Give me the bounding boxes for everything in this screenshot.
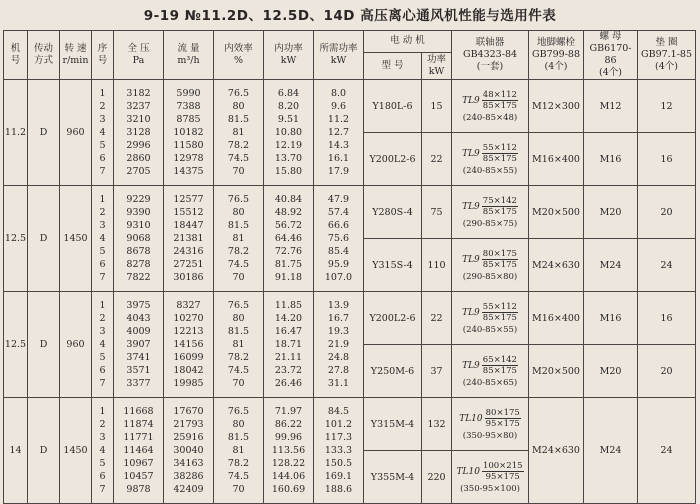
motor-power-cell: 22 bbox=[422, 292, 452, 345]
speed-cell: 1450 bbox=[60, 186, 92, 292]
coupling-fraction bbox=[482, 90, 518, 111]
coupling-fraction bbox=[482, 355, 518, 376]
required-power-cell: 13.9 16.7 19.3 21.9 24.8 27.8 31.1 bbox=[314, 292, 364, 398]
table-title: 9-19 №11.2D、12.5D、14D 高压离心通风机性能与选用件表 bbox=[143, 8, 557, 24]
table-row bbox=[4, 80, 696, 133]
fan-model-cell: 12.5 bbox=[4, 292, 28, 398]
coupling-fraction bbox=[482, 461, 524, 482]
coupling-bore-fan: 95×175 bbox=[485, 471, 520, 482]
speed-cell: 960 bbox=[60, 292, 92, 398]
header-motor-power: 功率 kW bbox=[422, 52, 452, 79]
table-row bbox=[4, 186, 696, 239]
coupling-model: TL9 bbox=[462, 254, 480, 265]
coupling-bore-motor: 55×112 bbox=[482, 142, 517, 153]
header-motor: 电 动 机 bbox=[364, 31, 452, 53]
anchor-bolt-cell: M20×500 bbox=[529, 345, 584, 398]
coupling-model: TL9 bbox=[462, 148, 480, 159]
performance-table bbox=[3, 30, 696, 504]
coupling-cell bbox=[452, 133, 529, 186]
washer-cell: 24 bbox=[638, 398, 696, 504]
table-body bbox=[4, 80, 696, 504]
drive-mode-cell: D bbox=[28, 80, 60, 186]
coupling-size: (240-85×48) bbox=[462, 112, 518, 123]
required-power-cell: 84.5 101.2 117.3 133.3 150.5 169.1 188.6 bbox=[314, 398, 364, 504]
coupling-bore-fan: 85×175 bbox=[482, 365, 517, 376]
coupling-size: (290-85×80) bbox=[462, 271, 518, 282]
washer-cell: 20 bbox=[638, 345, 696, 398]
washer-cell: 20 bbox=[638, 186, 696, 239]
seq-cell: 1 2 3 4 5 6 7 bbox=[92, 80, 114, 186]
motor-power-cell: 15 bbox=[422, 80, 452, 133]
nut-cell: M12 bbox=[584, 80, 638, 133]
coupling-cell bbox=[452, 345, 529, 398]
washer-cell: 16 bbox=[638, 292, 696, 345]
coupling-bore-fan: 95×175 bbox=[485, 418, 520, 429]
motor-type-cell: Y200L2-6 bbox=[364, 133, 422, 186]
coupling-bore-motor: 48×112 bbox=[482, 89, 517, 100]
coupling-bore-motor: 55×112 bbox=[482, 301, 517, 312]
seq-cell: 1 2 3 4 5 6 7 bbox=[92, 398, 114, 504]
header-efficiency: 内效率 % bbox=[214, 31, 264, 80]
anchor-bolt-cell: M16×400 bbox=[529, 133, 584, 186]
coupling-bore-fan: 85×175 bbox=[482, 206, 517, 217]
coupling-bore-motor: 75×142 bbox=[482, 195, 517, 206]
coupling-model: TL9 bbox=[462, 360, 480, 371]
header-flow: 流 量 m³/h bbox=[164, 31, 214, 80]
coupling-model: TL9 bbox=[462, 95, 480, 106]
coupling-size: (290-85×75) bbox=[462, 218, 518, 229]
pressure-cell: 3182 3237 3210 3128 2996 2860 2705 bbox=[114, 80, 164, 186]
required-power-cell: 47.9 57.4 66.6 75.6 85.4 95.9 107.0 bbox=[314, 186, 364, 292]
motor-type-cell: Y280S-4 bbox=[364, 186, 422, 239]
fan-model-cell: 11.2 bbox=[4, 80, 28, 186]
coupling-cell bbox=[452, 186, 529, 239]
coupling-model: TL9 bbox=[462, 201, 480, 212]
header-speed: 转 速 r/min bbox=[60, 31, 92, 80]
motor-type-cell: Y355M-4 bbox=[364, 451, 422, 504]
pressure-cell: 3975 4043 4009 3907 3741 3571 3377 bbox=[114, 292, 164, 398]
motor-type-cell: Y315M-4 bbox=[364, 398, 422, 451]
coupling-bore-fan: 85×175 bbox=[482, 312, 517, 323]
anchor-bolt-cell: M16×400 bbox=[529, 292, 584, 345]
anchor-bolt-cell: M24×630 bbox=[529, 239, 584, 292]
efficiency-cell: 76.5 80 81.5 81 78.2 74.5 70 bbox=[214, 186, 264, 292]
anchor-bolt-cell: M20×500 bbox=[529, 186, 584, 239]
coupling-bore-fan: 85×175 bbox=[482, 100, 517, 111]
coupling-cell bbox=[452, 292, 529, 345]
coupling-size: (240-85×55) bbox=[462, 324, 518, 335]
internal-power-cell: 6.84 8.20 9.51 10.80 12.19 13.70 15.80 bbox=[264, 80, 314, 186]
coupling-model: TL10 bbox=[459, 413, 483, 424]
coupling-cell bbox=[452, 398, 529, 451]
drive-mode-cell: D bbox=[28, 186, 60, 292]
motor-power-cell: 220 bbox=[422, 451, 452, 504]
coupling-cell bbox=[452, 451, 529, 504]
flow-cell: 17670 21793 25916 30040 34163 38286 42409 bbox=[164, 398, 214, 504]
coupling-cell bbox=[452, 80, 529, 133]
drive-mode-cell: D bbox=[28, 398, 60, 504]
coupling-cell bbox=[452, 239, 529, 292]
seq-cell: 1 2 3 4 5 6 7 bbox=[92, 186, 114, 292]
motor-type-cell: Y200L2-6 bbox=[364, 292, 422, 345]
header-anchor-bolt: 地脚螺栓 GB799-88 (4个) bbox=[529, 31, 584, 80]
motor-power-cell: 22 bbox=[422, 133, 452, 186]
coupling-model: TL10 bbox=[456, 466, 480, 477]
internal-power-cell: 11.85 14.20 16.47 18.71 21.11 23.72 26.46 bbox=[264, 292, 314, 398]
nut-cell: M16 bbox=[584, 133, 638, 186]
coupling-size: (350-95×80) bbox=[462, 430, 518, 441]
coupling-bore-motor: 80×175 bbox=[482, 248, 517, 259]
washer-cell: 12 bbox=[638, 80, 696, 133]
motor-type-cell: Y180L-6 bbox=[364, 80, 422, 133]
coupling-fraction bbox=[482, 196, 518, 217]
speed-cell: 960 bbox=[60, 80, 92, 186]
coupling-bore-motor: 80×175 bbox=[485, 407, 520, 418]
efficiency-cell: 76.5 80 81.5 81 78.2 74.5 70 bbox=[214, 80, 264, 186]
coupling-bore-fan: 85×175 bbox=[482, 259, 517, 270]
header-seq: 序 号 bbox=[92, 31, 114, 80]
motor-type-cell: Y315S-4 bbox=[364, 239, 422, 292]
pressure-cell: 9229 9390 9310 9068 8678 8278 7822 bbox=[114, 186, 164, 292]
washer-cell: 16 bbox=[638, 133, 696, 186]
efficiency-cell: 76.5 80 81.5 81 78.2 74.5 70 bbox=[214, 398, 264, 504]
table-row bbox=[4, 292, 696, 345]
header-model: 机 号 bbox=[4, 31, 28, 80]
internal-power-cell: 40.84 48.92 56.72 64.46 72.76 81.75 91.18 bbox=[264, 186, 314, 292]
nut-cell: M24 bbox=[584, 239, 638, 292]
coupling-bore-fan: 85×175 bbox=[482, 153, 517, 164]
nut-cell: M24 bbox=[584, 398, 638, 504]
internal-power-cell: 71.97 86.22 99.96 113.56 128.22 144.06 160.69 bbox=[264, 398, 314, 504]
header-motor-type: 型 号 bbox=[364, 52, 422, 79]
table-row bbox=[4, 398, 696, 451]
drive-mode-cell: D bbox=[28, 292, 60, 398]
anchor-bolt-cell: M24×630 bbox=[529, 398, 584, 504]
coupling-fraction bbox=[485, 408, 521, 429]
header-pressure: 全 压 Pa bbox=[114, 31, 164, 80]
fan-model-cell: 14 bbox=[4, 398, 28, 504]
nut-cell: M20 bbox=[584, 186, 638, 239]
coupling-size: (350-95×100) bbox=[460, 483, 520, 494]
header-nut: 螺 母 GB6170-86 (4个) bbox=[584, 31, 638, 80]
washer-cell: 24 bbox=[638, 239, 696, 292]
nut-cell: M20 bbox=[584, 345, 638, 398]
flow-cell: 5990 7388 8785 10182 11580 12978 14375 bbox=[164, 80, 214, 186]
coupling-fraction bbox=[482, 249, 518, 270]
motor-power-cell: 75 bbox=[422, 186, 452, 239]
header-required-power: 所需功率 kW bbox=[314, 31, 364, 80]
required-power-cell: 8.0 9.6 11.2 12.7 14.3 16.1 17.9 bbox=[314, 80, 364, 186]
motor-power-cell: 37 bbox=[422, 345, 452, 398]
motor-power-cell: 132 bbox=[422, 398, 452, 451]
flow-cell: 12577 15512 18447 21381 24316 27251 30186 bbox=[164, 186, 214, 292]
coupling-size: (240-85×65) bbox=[462, 377, 518, 388]
coupling-model: TL9 bbox=[462, 307, 480, 318]
seq-cell: 1 2 3 4 5 6 7 bbox=[92, 292, 114, 398]
anchor-bolt-cell: M12×300 bbox=[529, 80, 584, 133]
motor-type-cell: Y250M-6 bbox=[364, 345, 422, 398]
fan-model-cell: 12.5 bbox=[4, 186, 28, 292]
coupling-size: (240-85×55) bbox=[462, 165, 518, 176]
header-drive: 传动 方式 bbox=[28, 31, 60, 80]
flow-cell: 8327 10270 12213 14156 16099 18042 19985 bbox=[164, 292, 214, 398]
coupling-bore-motor: 100×215 bbox=[482, 460, 523, 471]
header-internal-power: 内功率 kW bbox=[264, 31, 314, 80]
speed-cell: 1450 bbox=[60, 398, 92, 504]
pressure-cell: 11668 11874 11771 11464 10967 10457 9878 bbox=[114, 398, 164, 504]
nut-cell: M16 bbox=[584, 292, 638, 345]
efficiency-cell: 76.5 80 81.5 81 78.2 74.5 70 bbox=[214, 292, 264, 398]
motor-power-cell: 110 bbox=[422, 239, 452, 292]
header-washer: 垫 圈 GB97.1-85 (4个) bbox=[638, 31, 696, 80]
coupling-fraction bbox=[482, 143, 518, 164]
coupling-fraction bbox=[482, 302, 518, 323]
coupling-bore-motor: 65×142 bbox=[482, 354, 517, 365]
header-coupling: 联轴器 GB4323-84 (一套) bbox=[452, 31, 529, 80]
